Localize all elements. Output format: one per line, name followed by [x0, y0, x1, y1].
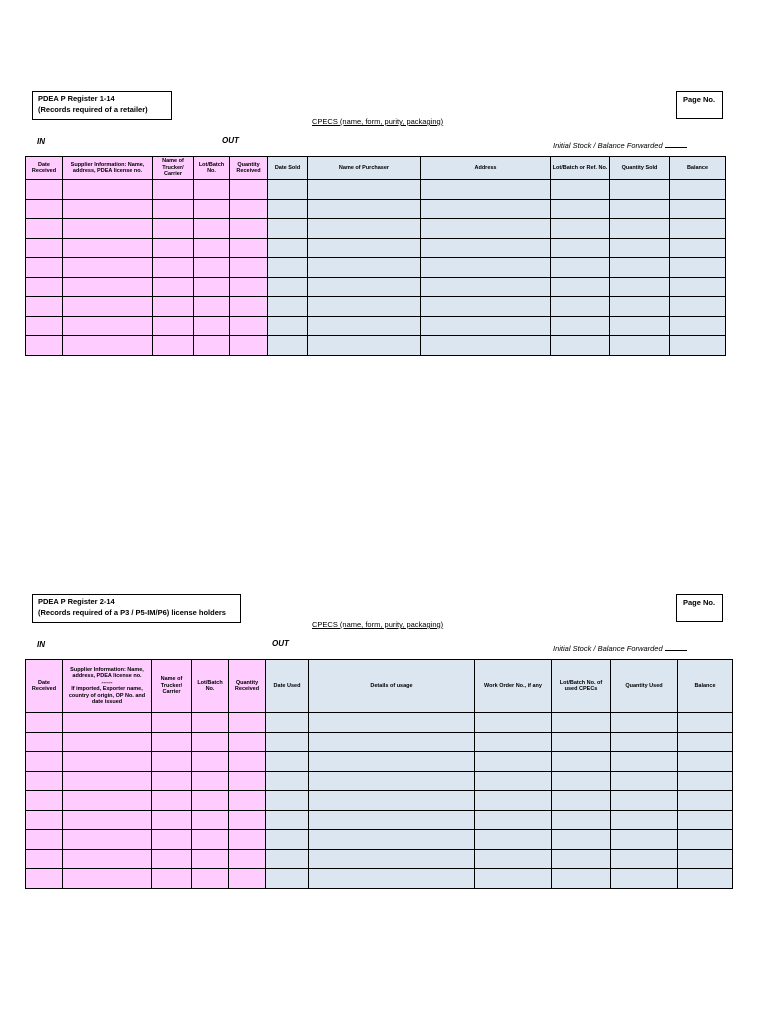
entry-cell[interactable] — [268, 277, 308, 297]
page-number-box[interactable] — [676, 91, 723, 119]
entry-cell[interactable] — [610, 277, 670, 297]
entry-cell[interactable] — [194, 219, 230, 239]
entry-cell[interactable] — [678, 791, 733, 811]
entry-cell[interactable] — [26, 258, 63, 278]
entry-cell[interactable] — [194, 180, 230, 200]
entry-cell[interactable] — [153, 219, 194, 239]
entry-cell[interactable] — [153, 180, 194, 200]
entry-cell[interactable] — [475, 771, 552, 791]
entry-cell[interactable] — [421, 219, 551, 239]
entry-cell[interactable] — [309, 732, 475, 752]
entry-cell[interactable] — [26, 752, 63, 772]
entry-cell[interactable] — [230, 219, 268, 239]
entry-cell[interactable] — [26, 336, 63, 356]
header-quantity-received: Quantity Received — [230, 157, 268, 180]
entry-cell[interactable] — [63, 791, 152, 811]
entry-cell[interactable] — [611, 791, 678, 811]
entry-cell[interactable] — [475, 830, 552, 850]
entry-cell[interactable] — [308, 180, 421, 200]
header-supplier-information — [63, 660, 152, 713]
entry-cell[interactable] — [266, 713, 309, 733]
entry-cell[interactable] — [611, 830, 678, 850]
entry-cell[interactable] — [194, 336, 230, 356]
entry-cell[interactable] — [63, 297, 153, 317]
entry-cell[interactable] — [552, 830, 611, 850]
register-title: PDEA P Register 2-14 — [38, 597, 115, 606]
entry-cell[interactable] — [475, 810, 552, 830]
entry-cell[interactable] — [611, 713, 678, 733]
entry-cell[interactable] — [152, 771, 192, 791]
table-row — [26, 277, 726, 297]
entry-cell[interactable] — [308, 219, 421, 239]
initial-stock-blank[interactable] — [665, 147, 687, 148]
entry-cell[interactable] — [229, 752, 266, 772]
header-lot-batch: Lot/Batch No. — [192, 660, 229, 713]
entry-cell[interactable] — [229, 791, 266, 811]
entry-cell[interactable] — [421, 277, 551, 297]
entry-cell[interactable] — [266, 771, 309, 791]
entry-cell[interactable] — [63, 810, 152, 830]
entry-cell[interactable] — [230, 316, 268, 336]
entry-cell[interactable] — [152, 732, 192, 752]
entry-cell[interactable] — [63, 199, 153, 219]
entry-cell[interactable] — [192, 732, 229, 752]
register-table — [25, 156, 726, 356]
entry-cell[interactable] — [309, 830, 475, 850]
out-label: OUT — [272, 639, 289, 648]
entry-cell[interactable] — [552, 771, 611, 791]
entry-cell[interactable] — [309, 849, 475, 869]
entry-cell[interactable] — [266, 849, 309, 869]
entry-cell[interactable] — [63, 277, 153, 297]
entry-cell[interactable] — [63, 336, 153, 356]
entry-cell[interactable] — [611, 849, 678, 869]
entry-cell[interactable] — [610, 336, 670, 356]
entry-cell[interactable] — [475, 869, 552, 889]
entry-cell[interactable] — [421, 180, 551, 200]
header-quantity-sold: Quantity Sold — [610, 157, 670, 180]
entry-cell[interactable] — [610, 297, 670, 317]
entry-cell[interactable] — [551, 238, 610, 258]
header-address: Address — [421, 157, 551, 180]
entry-cell[interactable] — [63, 752, 152, 772]
entry-cell[interactable] — [194, 277, 230, 297]
entry-cell[interactable] — [266, 791, 309, 811]
entry-cell[interactable] — [309, 810, 475, 830]
page-number-label: Page No. — [683, 598, 716, 607]
entry-cell[interactable] — [611, 752, 678, 772]
header-date-sold: Date Sold — [268, 157, 308, 180]
entry-cell[interactable] — [268, 238, 308, 258]
entry-cell[interactable] — [63, 180, 153, 200]
entry-cell[interactable] — [152, 752, 192, 772]
table-row — [26, 771, 733, 791]
entry-cell[interactable] — [421, 238, 551, 258]
entry-cell[interactable] — [610, 219, 670, 239]
entry-cell[interactable] — [670, 238, 726, 258]
header-balance: Balance — [678, 660, 733, 713]
entry-cell[interactable] — [26, 849, 63, 869]
entry-cell[interactable] — [266, 830, 309, 850]
entry-cell[interactable] — [152, 830, 192, 850]
entry-cell[interactable] — [152, 713, 192, 733]
entry-cell[interactable] — [421, 199, 551, 219]
header-lot-batch: Lot/Batch No. — [194, 157, 230, 180]
entry-cell[interactable] — [308, 238, 421, 258]
entry-cell[interactable] — [63, 713, 152, 733]
entry-cell[interactable] — [153, 238, 194, 258]
entry-cell[interactable] — [552, 791, 611, 811]
entry-cell[interactable] — [230, 297, 268, 317]
entry-cell[interactable] — [551, 180, 610, 200]
entry-cell[interactable] — [194, 316, 230, 336]
table-row — [26, 810, 733, 830]
entry-cell[interactable] — [26, 277, 63, 297]
entry-cell[interactable] — [229, 830, 266, 850]
table-row — [26, 199, 726, 219]
entry-cell[interactable] — [551, 297, 610, 317]
entry-cell[interactable] — [63, 771, 152, 791]
entry-cell[interactable] — [192, 791, 229, 811]
entry-cell[interactable] — [194, 238, 230, 258]
entry-cell[interactable] — [230, 180, 268, 200]
entry-cell[interactable] — [26, 180, 63, 200]
entry-cell[interactable] — [551, 258, 610, 278]
register-subtitle: (Records required of a P3 / P5-IM/P6) license holders — [38, 608, 226, 617]
table-row — [26, 713, 733, 733]
in-label: IN — [37, 640, 45, 649]
entry-cell[interactable] — [152, 791, 192, 811]
entry-cell[interactable] — [268, 316, 308, 336]
table-row — [26, 869, 733, 889]
header-lot-batch-used: Lot/Batch No. of used CPECs — [552, 660, 611, 713]
entry-cell[interactable] — [153, 277, 194, 297]
entry-cell[interactable] — [308, 199, 421, 219]
entry-cell[interactable] — [552, 713, 611, 733]
entry-cell[interactable] — [475, 791, 552, 811]
entry-cell[interactable] — [229, 713, 266, 733]
register-title-box — [32, 91, 172, 120]
header-name-of-purchaser: Name of Purchaser — [308, 157, 421, 180]
entry-cell[interactable] — [678, 771, 733, 791]
table-row — [26, 238, 726, 258]
entry-cell[interactable] — [268, 219, 308, 239]
entry-cell[interactable] — [194, 199, 230, 219]
entry-cell[interactable] — [63, 238, 153, 258]
entry-cell[interactable] — [63, 830, 152, 850]
entry-cell[interactable] — [63, 219, 153, 239]
entry-cell[interactable] — [551, 277, 610, 297]
entry-cell[interactable] — [475, 732, 552, 752]
in-label: IN — [37, 137, 45, 146]
entry-cell[interactable] — [678, 752, 733, 772]
initial-stock-field[interactable] — [553, 644, 687, 653]
table-row — [26, 752, 733, 772]
entry-cell[interactable] — [678, 810, 733, 830]
entry-cell[interactable] — [421, 316, 551, 336]
header-details-of-usage: Details of usage — [309, 660, 475, 713]
entry-cell[interactable] — [266, 810, 309, 830]
entry-cell[interactable] — [63, 849, 152, 869]
entry-cell[interactable] — [268, 297, 308, 317]
table-row — [26, 791, 733, 811]
entry-cell[interactable] — [309, 869, 475, 889]
entry-cell[interactable] — [552, 752, 611, 772]
entry-cell[interactable] — [551, 219, 610, 239]
entry-cell[interactable] — [552, 849, 611, 869]
entry-cell[interactable] — [63, 316, 153, 336]
register-title: PDEA P Register 1-14 — [38, 94, 115, 103]
table-row — [26, 297, 726, 317]
entry-cell[interactable] — [308, 277, 421, 297]
entry-cell[interactable] — [611, 810, 678, 830]
entry-cell[interactable] — [611, 869, 678, 889]
register-title-box — [32, 594, 241, 623]
register-subtitle: (Records required of a retailer) — [38, 105, 148, 114]
entry-cell[interactable] — [309, 771, 475, 791]
entry-cell[interactable] — [26, 219, 63, 239]
entry-cell[interactable] — [309, 752, 475, 772]
entry-cell[interactable] — [308, 316, 421, 336]
entry-cell[interactable] — [229, 810, 266, 830]
initial-stock-label: Initial Stock / Balance Forwarded — [553, 141, 663, 150]
entry-cell[interactable] — [308, 258, 421, 278]
register-table — [25, 659, 733, 889]
entry-cell[interactable] — [26, 869, 63, 889]
header-date-used: Date Used — [266, 660, 309, 713]
table-row — [26, 219, 726, 239]
entry-cell[interactable] — [309, 791, 475, 811]
entry-cell[interactable] — [229, 869, 266, 889]
supplier-info-import-note: If imported, Exporter name, country of origin, OP No. and date issued — [68, 686, 146, 705]
entry-cell[interactable] — [670, 199, 726, 219]
entry-cell[interactable] — [678, 869, 733, 889]
entry-cell[interactable] — [26, 713, 63, 733]
entry-cell[interactable] — [153, 258, 194, 278]
entry-cell[interactable] — [610, 238, 670, 258]
header-date-received: Date Received — [26, 660, 63, 713]
entry-cell[interactable] — [194, 258, 230, 278]
entry-cell[interactable] — [230, 277, 268, 297]
entry-cell[interactable] — [230, 238, 268, 258]
entry-cell[interactable] — [229, 849, 266, 869]
initial-stock-label: Initial Stock / Balance Forwarded — [553, 644, 663, 653]
entry-cell[interactable] — [192, 849, 229, 869]
out-label: OUT — [222, 136, 239, 145]
entry-cell[interactable] — [230, 199, 268, 219]
header-balance: Balance — [670, 157, 726, 180]
header-lot-batch-ref: Lot/Batch or Ref. No. — [551, 157, 610, 180]
entry-cell[interactable] — [670, 297, 726, 317]
entry-cell[interactable] — [678, 849, 733, 869]
entry-cell[interactable] — [229, 732, 266, 752]
table-row — [26, 316, 726, 336]
entry-cell[interactable] — [551, 316, 610, 336]
entry-cell[interactable] — [26, 732, 63, 752]
entry-cell[interactable] — [192, 869, 229, 889]
entry-cell[interactable] — [192, 771, 229, 791]
entry-cell[interactable] — [229, 771, 266, 791]
entry-cell[interactable] — [268, 258, 308, 278]
entry-cell[interactable] — [268, 336, 308, 356]
entry-cell[interactable] — [194, 297, 230, 317]
entry-cell[interactable] — [309, 713, 475, 733]
entry-cell[interactable] — [26, 830, 63, 850]
supplier-info-main: Supplier Information: Name, address, PDEA license no. — [70, 666, 144, 679]
entry-cell[interactable] — [152, 810, 192, 830]
entry-cell[interactable] — [152, 849, 192, 869]
entry-cell[interactable] — [551, 199, 610, 219]
entry-cell[interactable] — [670, 258, 726, 278]
entry-cell[interactable] — [678, 713, 733, 733]
entry-cell[interactable] — [308, 336, 421, 356]
entry-cell[interactable] — [26, 771, 63, 791]
entry-cell[interactable] — [610, 316, 670, 336]
entry-cell[interactable] — [192, 830, 229, 850]
entry-cell[interactable] — [230, 258, 268, 278]
entry-cell[interactable] — [26, 316, 63, 336]
entry-cell[interactable] — [266, 869, 309, 889]
table-row — [26, 732, 733, 752]
entry-cell[interactable] — [266, 732, 309, 752]
entry-cell[interactable] — [268, 180, 308, 200]
initial-stock-field[interactable] — [553, 141, 687, 150]
entry-cell[interactable] — [552, 810, 611, 830]
entry-cell[interactable] — [610, 258, 670, 278]
initial-stock-blank[interactable] — [665, 650, 687, 651]
supplier-info-separator: ------ — [101, 679, 113, 686]
entry-cell[interactable] — [63, 869, 152, 889]
entry-cell[interactable] — [63, 258, 153, 278]
entry-cell[interactable] — [611, 771, 678, 791]
header-quantity-used: Quantity Used — [611, 660, 678, 713]
entry-cell[interactable] — [421, 258, 551, 278]
table-row — [26, 336, 726, 356]
entry-cell[interactable] — [551, 336, 610, 356]
entry-cell[interactable] — [670, 336, 726, 356]
entry-cell[interactable] — [26, 791, 63, 811]
entry-cell[interactable] — [153, 199, 194, 219]
entry-cell[interactable] — [153, 316, 194, 336]
header-trucker-carrier: Name of Trucker/ Carrier — [152, 660, 192, 713]
entry-cell[interactable] — [26, 810, 63, 830]
entry-cell[interactable] — [670, 316, 726, 336]
entry-cell[interactable] — [670, 277, 726, 297]
entry-cell[interactable] — [421, 336, 551, 356]
entry-cell[interactable] — [421, 297, 551, 317]
entry-cell[interactable] — [153, 336, 194, 356]
entry-cell[interactable] — [152, 869, 192, 889]
table-row — [26, 258, 726, 278]
cpecs-label: CPECS (name, form, purity, packaging) — [312, 620, 444, 629]
entry-cell[interactable] — [26, 199, 63, 219]
page-number-box[interactable] — [676, 594, 723, 622]
entry-cell[interactable] — [610, 180, 670, 200]
entry-cell[interactable] — [26, 238, 63, 258]
entry-cell[interactable] — [475, 752, 552, 772]
page-number-label: Page No. — [683, 95, 716, 104]
entry-cell[interactable] — [552, 732, 611, 752]
entry-cell[interactable] — [475, 849, 552, 869]
cpecs-label: CPECS (name, form, purity, packaging) — [312, 117, 444, 126]
entry-cell[interactable] — [475, 713, 552, 733]
entry-cell[interactable] — [266, 752, 309, 772]
entry-cell[interactable] — [268, 199, 308, 219]
entry-cell[interactable] — [63, 732, 152, 752]
header-date-received: Date Received — [26, 157, 63, 180]
entry-cell[interactable] — [552, 869, 611, 889]
entry-cell[interactable] — [678, 830, 733, 850]
header-work-order: Work Order No., if any — [475, 660, 552, 713]
header-trucker-carrier: Name of Trucker/ Carrier — [153, 157, 194, 180]
entry-cell[interactable] — [192, 810, 229, 830]
entry-cell[interactable] — [670, 180, 726, 200]
entry-cell[interactable] — [230, 336, 268, 356]
entry-cell[interactable] — [192, 752, 229, 772]
entry-cell[interactable] — [308, 297, 421, 317]
entry-cell[interactable] — [26, 297, 63, 317]
table-row — [26, 180, 726, 200]
header-quantity-received: Quantity Received — [229, 660, 266, 713]
header-supplier-information: Supplier Information: Name, address, PDEA license no. — [63, 157, 153, 180]
table-row — [26, 849, 733, 869]
entry-cell[interactable] — [192, 713, 229, 733]
entry-cell[interactable] — [678, 732, 733, 752]
table-row — [26, 830, 733, 850]
entry-cell[interactable] — [153, 297, 194, 317]
entry-cell[interactable] — [611, 732, 678, 752]
entry-cell[interactable] — [670, 219, 726, 239]
entry-cell[interactable] — [610, 199, 670, 219]
